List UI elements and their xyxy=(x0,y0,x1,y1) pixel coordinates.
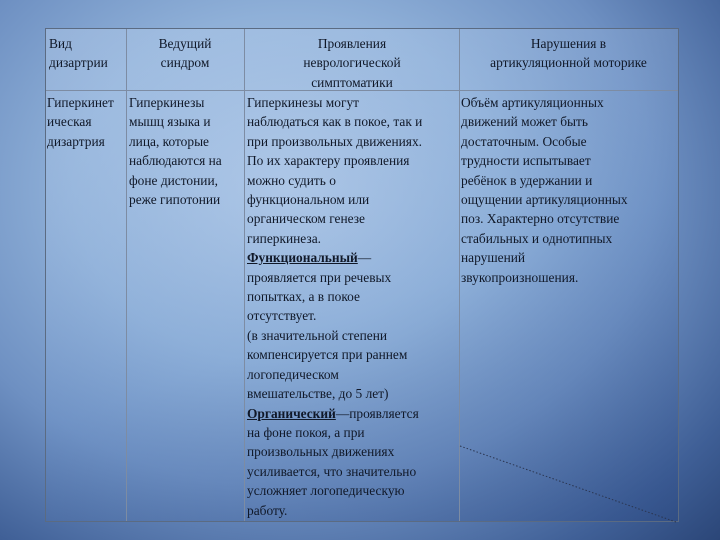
cell-articulation-disorders: Объём артикуляционных движений может быть достаточным. Особые трудности испытывает ребёнок в удержании и ощущении артикуляционных поз. Характерно отсутствие стабильных и однотипных нарушений звукопроизношения. xyxy=(461,95,628,285)
functional-label: Функциональный xyxy=(247,250,358,266)
header-neurological-symptoms: Проявления неврологической симптоматики xyxy=(303,36,401,90)
neuro-intro-text: Гиперкинезы могут наблюдаться как в покое, так и при произвольных движениях. По их характеру проявления можно судить о функциональном или органическом генезе гиперкинеза. xyxy=(247,95,423,246)
decorative-dotted-line xyxy=(458,444,678,524)
organic-text: —проявляется на фоне покоя, а при произвольных движениях усиливается, что значительно усложняет логопедическую работу. xyxy=(247,405,419,518)
functional-text: — проявляется при речевых попытках, а в покое отсутствует. (в значительной степени компенсируется при раннем логопедическом вмешательстве, до 5 лет) xyxy=(247,250,408,402)
cell-neurological-symptoms xyxy=(247,93,463,520)
cell-leading-syndrome: Гиперкинезы мышц языка и лица, которые наблюдаются на фоне дистонии, реже гипотонии xyxy=(129,95,222,208)
header-leading-syndrome: Ведущий синдром xyxy=(158,36,212,71)
cell-dysarthria-type: Гиперкинет ическая дизартрия xyxy=(47,95,114,149)
organic-label: Органический xyxy=(247,405,336,421)
header-dysarthria-type: Вид дизартрии xyxy=(49,36,108,71)
header-articulation-disorders: Нарушения в артикуляционной моторике xyxy=(490,36,647,71)
